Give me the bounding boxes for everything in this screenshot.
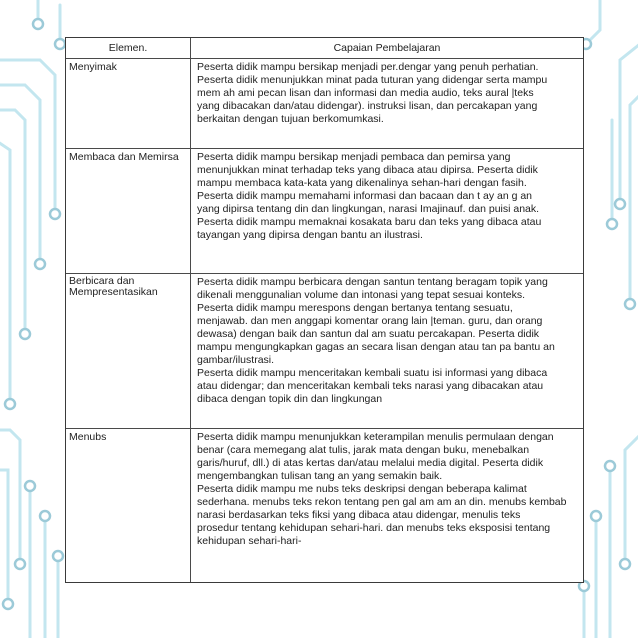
header-capaian: Capaian Pembelajaran xyxy=(191,38,583,59)
row-berbicara-element: Berbicara dan Mempresentasikan xyxy=(66,274,191,429)
row-menyimak-element: Menyimak xyxy=(66,59,191,149)
header-element: Elemen. xyxy=(66,38,191,59)
row-menulis-element: Menubs xyxy=(66,429,191,582)
row-berbicara-capaian: Peserta didik mampu berbicara dengan santun tentang beragam topik yang dikenali menggunalian volume dan intonasi yang tepat sesuai konteks. Peserta didik mampu merespons dengan bertanya tentang sesuatu, menjawab. dan men anggapi komentar orang lain |teman. guru, dan orang dewasa) dengan baik dan santun dal am suatu percakapan. Peserta didik mampu mengungkapkan gagas an secara lisan dengan atau tan pa bantu an gambar/ilustrasi. Peserta didik mampu menceritakan kembali suatu isi informasi yang dibaca atau didengar; dan menceritakan kembali teks narasi yang dibacakan atau dibaca dengan topik din dan lingkungan xyxy=(191,274,583,429)
row-membaca-capaian: Peserta didik mampu bersikap menjadi pembaca dan pemirsa yang menunjukkan minat terhadap teks yang dibaca atau dipirsa. Peserta didik mampu membaca kata-kata yang dikenalinya sehan-hari dengan fasih. Peserta didik mampu memahami informasi dan bacaan dan t ay an g an yang dipirsa tentang din dan lingkungan, narasi Imajinauf. dan puisi anak. Peserta didik mampu memaknai kosakata baru dan teks yang dibaca atau tayangan yang dipirsa dengan bantu an ilustrasi. xyxy=(191,149,583,274)
learning-outcomes-table xyxy=(65,37,584,583)
row-membaca-element: Membaca dan Memirsa xyxy=(66,149,191,274)
row-menyimak-capaian: Peserta didik mampu bersikap menjadi per.dengar yang penuh perhatian. Peserta didik menunjukkan minat pada tuturan yang didengar serta mampu mem ah ami pecan lisan dan informasi dan media audio, teks aural |teks yang dibacakan dan/atau didengar). instruksi lisan, dan percakapan yang berkaitan dengan tujuan berkomumkasi. xyxy=(191,59,583,149)
row-menulis-capaian: Peserta didik mampu menunjukkan keterampilan menulis permulaan dengan benar (cara memegang alat tulis, jarak mata dengan buku, menebalkan garis/huruf, dll.) di atas kertas dan/atau melalui media digital. Peserta didik mengembangkan tulisan tang an yang semakin baik. Peserta didik mampu me nubs teks deskripsi dengan beberapa kalimat sederhana. menubs teks rekon tentang pen gal am am an din. menubs kembab narasi berdasarkan teks fiksi yang dibaca atau didengar, menulis teks prosedur tentang kehidupan sehari-hari. dan menubs teks eksposisi tentang kehidupan sehari-hari- xyxy=(197,431,567,547)
